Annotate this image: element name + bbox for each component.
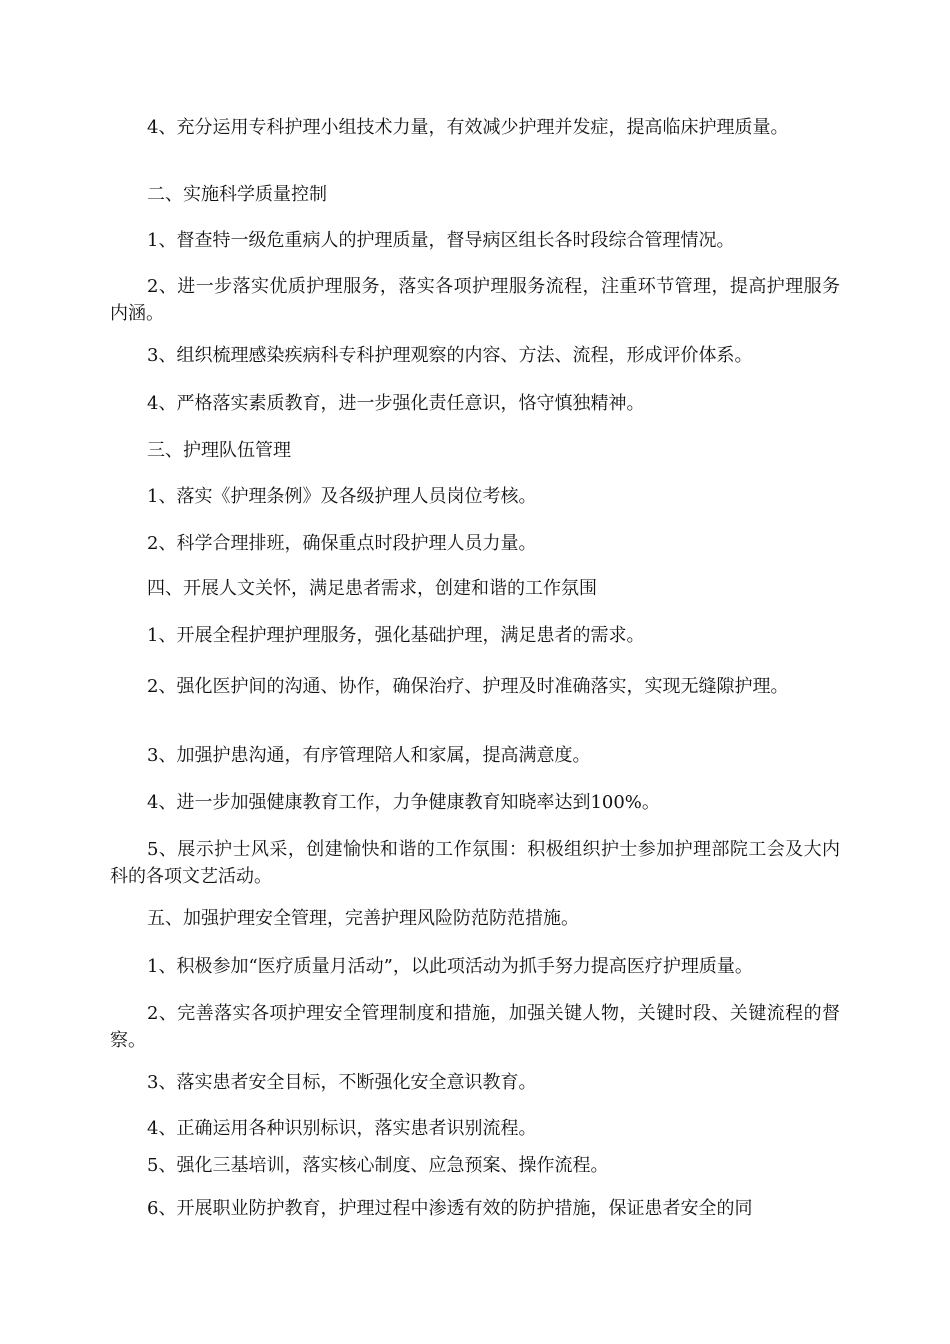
paragraph-item-4-identification: 4、正确运用各种识别标识，落实患者识别流程。 [147, 1118, 537, 1139]
paragraph-item-2-safety-system: 2、完善落实各项护理安全管理制度和措施，加强关键人物，关键时段、关键流程的督察。 [110, 1003, 840, 1051]
paragraph-item-2-communication: 2、强化医护间的沟通、协作，确保治疗、护理及时准确落实，实现无缝隙护理。 [147, 676, 789, 697]
paragraph-item-4-specialty-team: 4、充分运用专科护理小组技术力量，有效减少护理并发症，提高临床护理质量。 [147, 117, 789, 138]
paragraph-item-4-education: 4、严格落实素质教育，进一步强化责任意识，恪守慎独精神。 [147, 393, 645, 414]
paragraph-item-3-safety-goals: 3、落实患者安全目标，不断强化安全意识教育。 [147, 1072, 537, 1093]
section-heading-team-management: 三、护理队伍管理 [147, 440, 291, 461]
paragraph-item-4-health-education: 4、进一步加强健康教育工作，力争健康教育知晓率达到100%。 [147, 792, 660, 813]
paragraph-item-3-satisfaction: 3、加强护患沟通，有序管理陪人和家属，提高满意度。 [147, 745, 591, 766]
section-heading-humanistic-care: 四、开展人文关怀，满足患者需求，创建和谐的工作氛围 [147, 578, 597, 599]
paragraph-item-5-activities: 5、展示护士风采，创建愉快和谐的工作氛围：积极组织护士参加护理部院工会及大内科的各项文艺活动。 [110, 839, 840, 887]
paragraph-item-3-evaluation-system: 3、组织梳理感染疾病科专科护理观察的内容、方法、流程，形成评价体系。 [147, 345, 753, 366]
section-heading-quality-control: 二、实施科学质量控制 [147, 184, 327, 205]
paragraph-item-5-training: 5、强化三基培训，落实核心制度、应急预案、操作流程。 [147, 1155, 609, 1176]
paragraph-item-1-quality-month: 1、积极参加“医疗质量月活动”，以此项活动为抓手努力提高医疗护理质量。 [147, 956, 753, 977]
paragraph-item-2-scheduling: 2、科学合理排班，确保重点时段护理人员力量。 [147, 533, 537, 554]
section-heading-safety-management: 五、加强护理安全管理，完善护理风险防范防范措施。 [147, 908, 579, 929]
paragraph-item-6-occupational-protection: 6、开展职业防护教育，护理过程中渗透有效的防护措施，保证患者安全的同 [147, 1198, 753, 1219]
paragraph-item-1-full-care: 1、开展全程护理护理服务，强化基础护理，满足患者的需求。 [147, 625, 645, 646]
paragraph-item-1-inspection: 1、督查特一级危重病人的护理质量，督导病区组长各时段综合管理情况。 [147, 230, 735, 251]
paragraph-item-2-quality-service: 2、进一步落实优质护理服务，落实各项护理服务流程，注重环节管理，提高护理服务内涵。 [110, 276, 840, 324]
paragraph-item-1-regulations: 1、落实《护理条例》及各级护理人员岗位考核。 [147, 486, 537, 507]
